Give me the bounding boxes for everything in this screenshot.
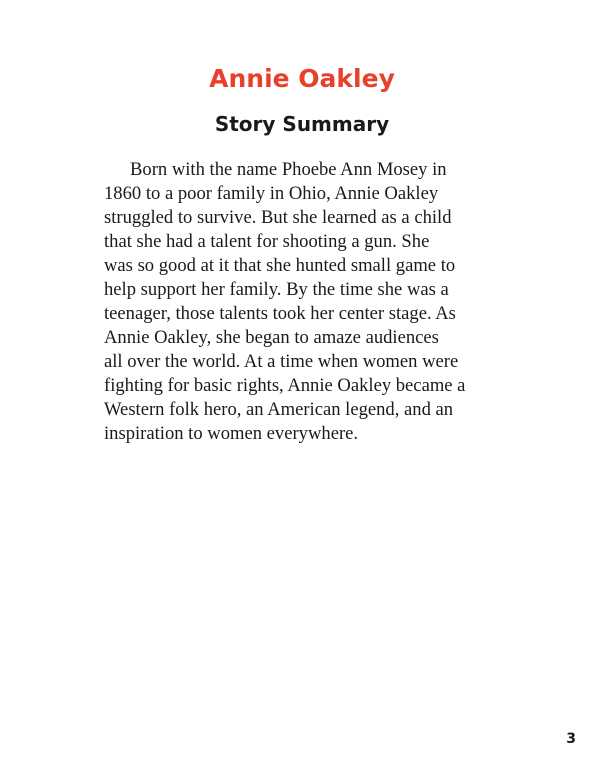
summary-line: that she had a talent for shooting a gun. She (104, 231, 430, 252)
summary-line: help support her family. By the time she was a (104, 279, 449, 300)
summary-line: inspiration to women everywhere. (104, 423, 359, 444)
summary-line: was so good at it that she hunted small game to (104, 255, 456, 276)
section-heading: Story Summary (214, 112, 390, 136)
summary-line: teenager, those talents took her center stage. As (104, 303, 456, 324)
summary-line: struggled to survive. But she learned as a child (104, 207, 452, 228)
summary-line: Western folk hero, an American legend, and an (104, 399, 454, 420)
summary-line: 1860 to a poor family in Ohio, Annie Oakley (104, 183, 439, 204)
page-number: 3 (566, 731, 576, 747)
summary-line: Annie Oakley, she began to amaze audiences (104, 327, 439, 348)
summary-line: all over the world. At a time when women were (104, 351, 459, 372)
summary-line: fighting for basic rights, Annie Oakley became a (104, 375, 466, 396)
summary-line: Born with the name Phoebe Ann Mosey in (130, 159, 447, 180)
story-summary-paragraph (104, 158, 524, 446)
page-title: Annie Oakley (209, 64, 395, 93)
